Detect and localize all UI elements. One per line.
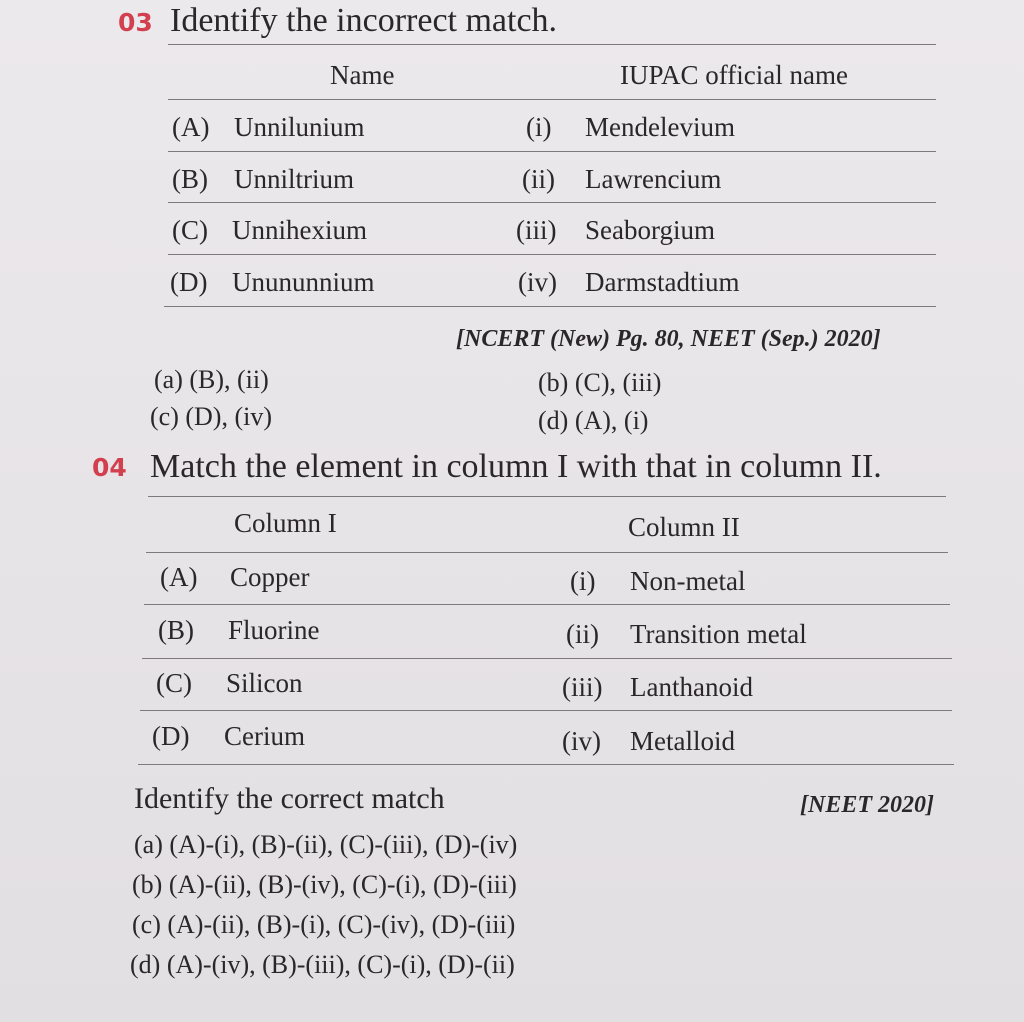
- q4-row-rule: [142, 658, 952, 659]
- q4-row-a-num: (i): [570, 566, 596, 596]
- q4-option-a: (a) (A)-(i), (B)-(ii), (C)-(iii), (D)-(iv): [134, 830, 518, 859]
- q4-top-rule: [148, 496, 946, 497]
- q4-row-d-col2: Metalloid: [630, 726, 735, 756]
- q3-row-c-iupac: Seaborgium: [585, 215, 715, 245]
- question-number-04: 04: [92, 453, 127, 482]
- q3-option-b: (b) (C), (iii): [538, 368, 662, 397]
- q4-bottom-rule: [138, 764, 954, 765]
- q4-row-b-col2: Transition metal: [630, 619, 807, 649]
- q4-row-c-num: (iii): [562, 672, 603, 702]
- q3-row-b-name: Unniltrium: [234, 164, 354, 194]
- q3-row-rule: [168, 202, 936, 203]
- q4-row-d-label: (D): [152, 721, 190, 751]
- q4-row-rule: [140, 710, 952, 711]
- q3-row-rule: [168, 254, 936, 255]
- q4-header-col1: Column I: [234, 508, 337, 538]
- q3-row-rule: [168, 151, 936, 152]
- question-03-text: Identify the incorrect match.: [170, 2, 558, 39]
- q3-option-a: (a) (B), (ii): [154, 365, 269, 394]
- q3-row-d-num: (iv): [518, 267, 557, 297]
- q3-header-iupac: IUPAC official name: [620, 60, 848, 90]
- q3-header-rule: [168, 99, 936, 100]
- q4-row-c-name: Silicon: [226, 668, 303, 698]
- q4-option-c: (c) (A)-(ii), (B)-(i), (C)-(iv), (D)-(iii): [132, 910, 516, 939]
- q4-header-col2: Column II: [628, 512, 740, 542]
- q4-prompt: Identify the correct match: [134, 782, 445, 815]
- q3-option-d: (d) (A), (i): [538, 406, 649, 435]
- question-04-text: Match the element in column I with that in column II.: [150, 448, 882, 485]
- q3-row-c-label: (C): [172, 215, 208, 245]
- q4-option-b: (b) (A)-(ii), (B)-(iv), (C)-(i), (D)-(iii): [132, 870, 517, 899]
- q3-row-a-iupac: Mendelevium: [585, 112, 735, 142]
- q3-source: [NCERT (New) Pg. 80, NEET (Sep.) 2020]: [456, 326, 881, 352]
- q3-row-b-num: (ii): [522, 164, 555, 194]
- q4-row-b-label: (B): [158, 615, 194, 645]
- q4-row-b-num: (ii): [566, 619, 599, 649]
- q4-row-a-name: Copper: [230, 562, 310, 592]
- q3-top-rule: [168, 44, 936, 45]
- q4-row-rule: [144, 604, 950, 605]
- q4-header-rule: [146, 552, 948, 553]
- q4-row-a-col2: Non-metal: [630, 566, 746, 596]
- q3-row-c-num: (iii): [516, 215, 557, 245]
- q4-row-c-col2: Lanthanoid: [630, 672, 753, 702]
- q4-row-b-name: Fluorine: [228, 615, 320, 645]
- question-number-03: 03: [118, 8, 153, 37]
- q3-row-a-num: (i): [526, 112, 552, 142]
- q4-row-c-label: (C): [156, 668, 192, 698]
- q3-row-b-iupac: Lawrencium: [585, 164, 722, 194]
- q4-option-d: (d) (A)-(iv), (B)-(iii), (C)-(i), (D)-(ii): [130, 950, 515, 979]
- q4-row-d-num: (iv): [562, 726, 601, 756]
- q3-row-a-label: (A): [172, 112, 210, 142]
- q3-row-d-label: (D): [170, 267, 208, 297]
- q3-header-name: Name: [330, 60, 395, 90]
- q3-option-c: (c) (D), (iv): [150, 402, 272, 431]
- q4-row-d-name: Cerium: [224, 721, 305, 751]
- q4-row-a-label: (A): [160, 562, 198, 592]
- q3-row-b-label: (B): [172, 164, 208, 194]
- q3-row-d-name: Unununnium: [232, 267, 375, 297]
- q3-row-a-name: Unnilunium: [234, 112, 365, 142]
- q3-row-d-iupac: Darmstadtium: [585, 267, 740, 297]
- q4-source: [NEET 2020]: [800, 792, 934, 818]
- q3-bottom-rule: [164, 306, 936, 307]
- q3-row-c-name: Unnihexium: [232, 215, 367, 245]
